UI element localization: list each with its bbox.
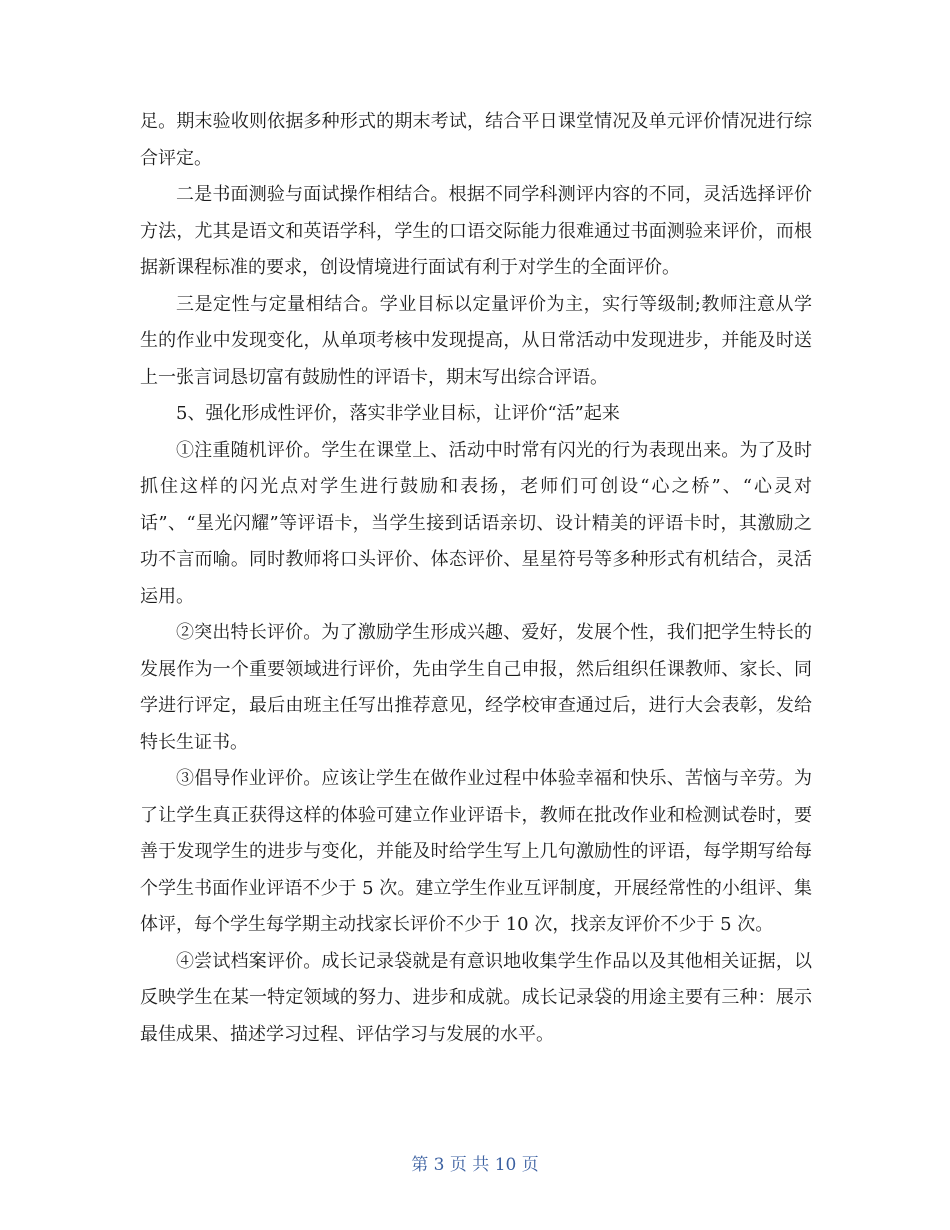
document-body — [140, 104, 812, 1053]
paragraph-homework-evaluation: ③倡导作业评价。应该让学生在做作业过程中体验幸福和快乐、苦恼与辛劳。为了让学生真正获得这样的体验可建立作业评语卡，教师在批改作业和检测试卷时，要善于发现学生的进步与变化，并能及时给学生写上几句激励性的评语，每学期写给每个学生书面作业评语不少于 5 次。建立学生作业互评制度，开展经常性的小组评、集体评，每个学生每学期主动找家长评价不少于 10 次，找亲友评价不少于 5 次。 — [140, 768, 812, 935]
paragraph-talent-evaluation: ②突出特长评价。为了激励学生形成兴趣、爱好，发展个性，我们把学生特长的发展作为一个重要领域进行评价，先由学生自己申报，然后组织任课教师、家长、同学进行评定，最后由班主任写出推荐意见，经学校审查通过后，进行大会表彰，发给特长生证书。 — [140, 622, 812, 753]
paragraph-written-and-oral-test: 二是书面测验与面试操作相结合。根据不同学科测评内容的不同，灵活选择评价方法，尤其是语文和英语学科，学生的口语交际能力很难通过书面测验来评价，而根据新课程标准的要求，创设情境进行面试有利于对学生的全面评价。 — [140, 184, 812, 278]
page-number-footer: 第 3 页 共 10 页 — [411, 1155, 539, 1175]
paragraph-qualitative-quantitative: 三是定性与定量相结合。学业目标以定量评价为主，实行等级制;教师注意从学生的作业中发现变化，从单项考核中发现提高，从日常活动中发现进步，并能及时送上一张言词恳切富有鼓励性的评语卡，期末写出综合评语。 — [140, 293, 812, 388]
paragraph-portfolio-evaluation: ④尝试档案评价。成长记录袋就是有意识地收集学生作品以及其他相关证据，以反映学生在某一特定领域的努力、进步和成就。成长记录袋的用途主要有三种：展示最佳成果、描述学习过程、评估学习与发展的水平。 — [140, 950, 812, 1045]
paragraph-random-evaluation: ①注重随机评价。学生在课堂上、活动中时常有闪光的行为表现出来。为了及时抓住这样的闪光点对学生进行鼓励和表扬，老师们可创设“心之桥”、“心灵对话”、“星光闪耀”等评语卡，当学生接到话语亲切、设计精美的评语卡时，其激励之功不言而喻。同时教师将口头评价、体态评价、星星符号等多种形式有机结合，灵活运用。 — [140, 439, 812, 607]
paragraph-continuation: 足。期末验收则依据多种形式的期末考试，结合平日课堂情况及单元评价情况进行综合评定。 — [140, 111, 812, 169]
section-heading-formative-evaluation: 5、强化形成性评价，落实非学业目标，让评价“活”起来 — [176, 403, 620, 424]
